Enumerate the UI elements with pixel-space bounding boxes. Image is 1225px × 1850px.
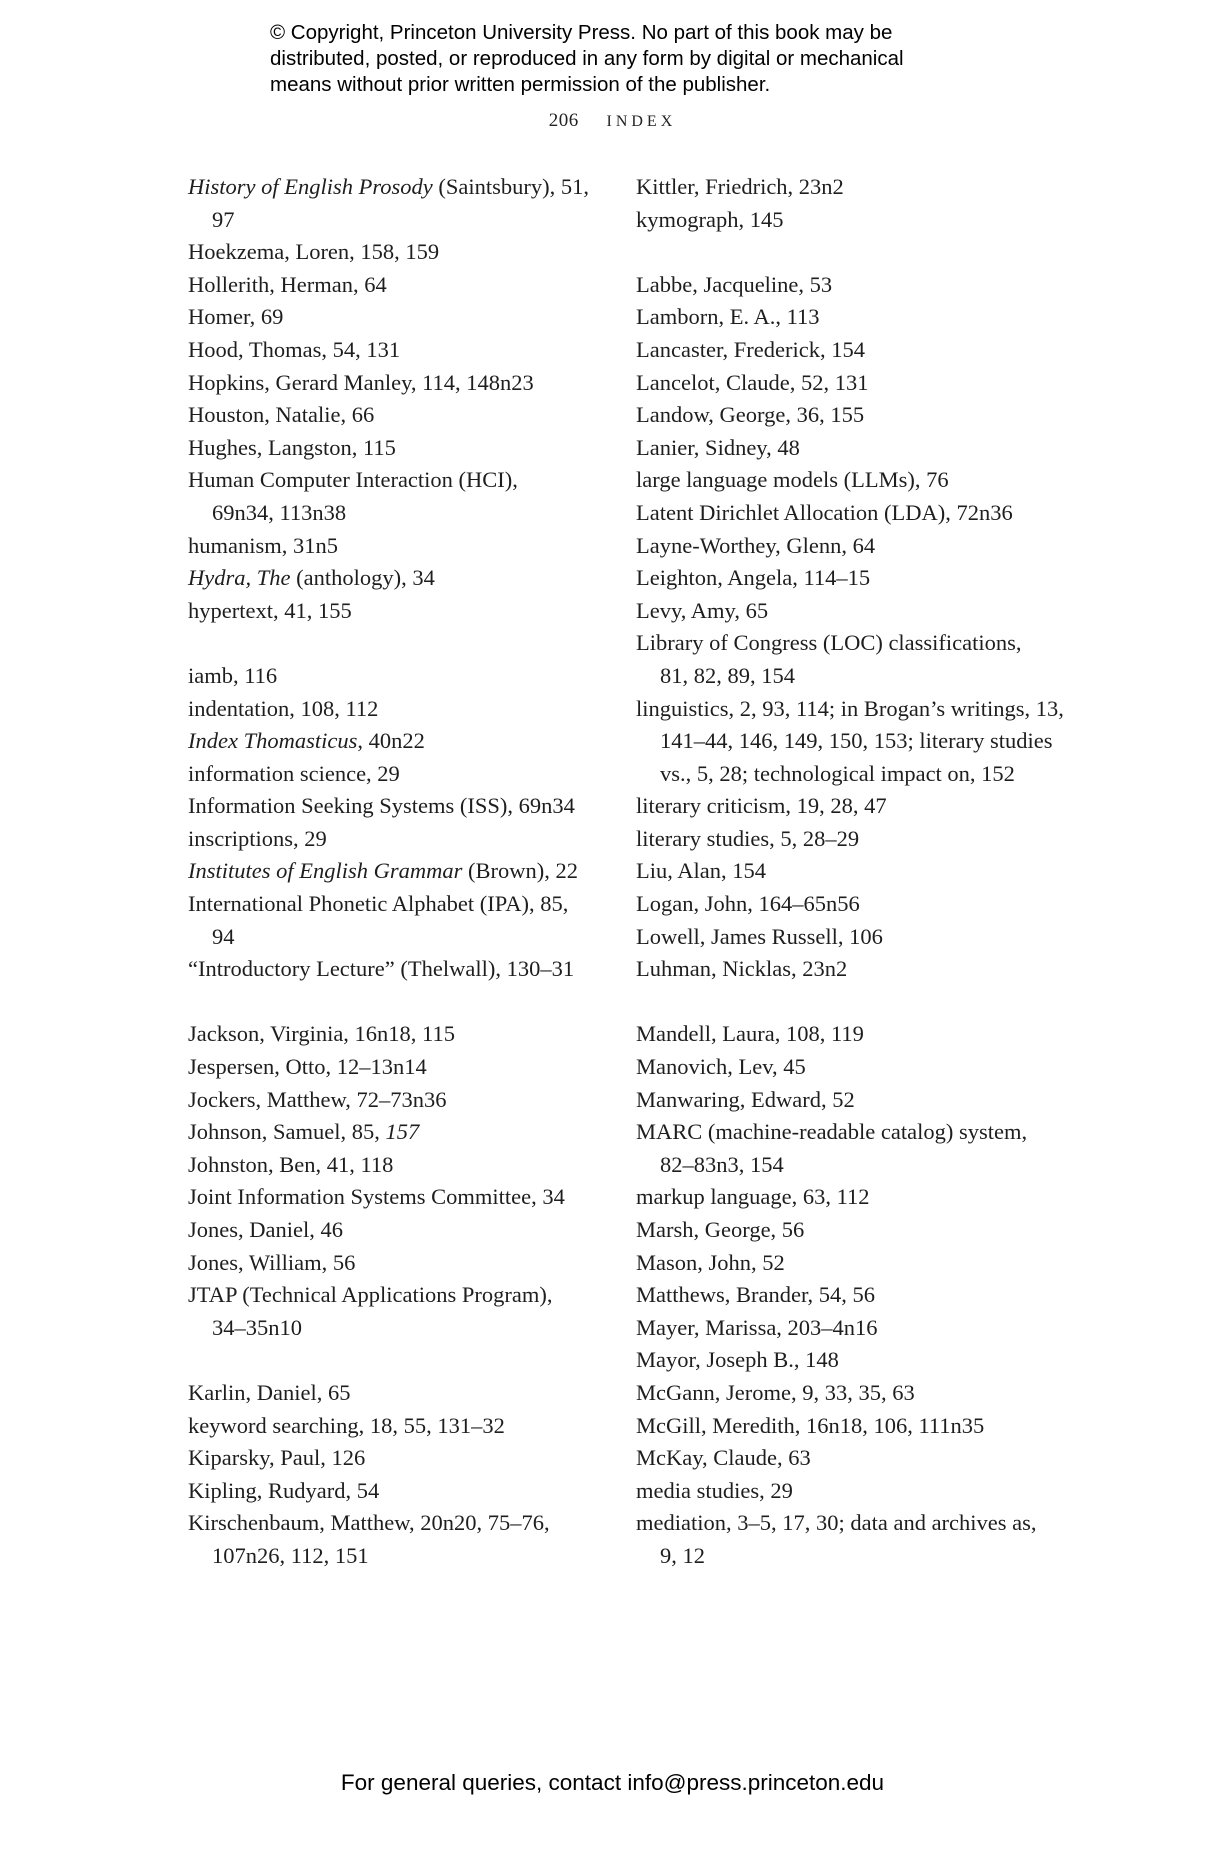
entry-continuation: 34–35n10 [212, 1314, 302, 1340]
index-entry: Manovich, Lev, 45 [636, 1054, 806, 1080]
running-head [0, 110, 1225, 132]
index-entry: large language models (LLMs), 76 [636, 467, 949, 493]
index-entry: kymograph, 145 [636, 206, 784, 232]
index-entry: Johnson, Samuel, 85, 157 [188, 1119, 420, 1145]
entry-continuation: vs., 5, 28; technological impact on, 152 [660, 760, 1015, 786]
index-entry: Marsh, George, 56 [636, 1217, 805, 1242]
index-entry: literary criticism, 19, 28, 47 [636, 793, 887, 819]
index-entry: Mayer, Marissa, 203–4n16 [636, 1314, 878, 1340]
letter-group-gap [636, 986, 1056, 1019]
index-entry: Layne-Worthey, Glenn, 64 [636, 532, 876, 558]
index-entry: iamb, 116 [188, 662, 278, 688]
index-entry: linguistics, 2, 93, 114; in Brogan’s writings, 13, 141–44, 146, 149, 150, 153; literary studies vs., 5, 28; technological impact on, 152 [636, 695, 1064, 786]
index-entry: Lowell, James Russell, 106 [636, 923, 883, 949]
index-entry: Information Seeking Systems (ISS), 69n34 [188, 793, 575, 819]
index-entry: Joint Information Systems Committee, 34 [188, 1184, 565, 1210]
index-entry: Human Computer Interaction (HCI), 69n34, 113n38 [188, 467, 518, 525]
index-entry: Karlin, Daniel, 65 [188, 1379, 351, 1405]
letter-group-gap [188, 1344, 608, 1377]
index-entry: McGann, Jerome, 9, 33, 35, 63 [636, 1379, 915, 1405]
index-entry: Lamborn, E. A., 113 [636, 304, 820, 330]
index-entry: humanism, 31n5 [188, 532, 338, 558]
index-entry: Mayor, Joseph B., 148 [636, 1347, 839, 1373]
index-entry: Library of Congress (LOC) classifications, 81, 82, 89, 154 [636, 630, 1022, 688]
index-entry: Leighton, Angela, 114–15 [636, 565, 871, 591]
index-entry: Hood, Thomas, 54, 131 [188, 336, 401, 362]
entry-continuation: 141–44, 146, 149, 150, 153; literary studies [660, 728, 1053, 754]
index-entry: Manwaring, Edward, 52 [636, 1086, 855, 1112]
section-title: INDEX [606, 113, 677, 130]
index-entry: International Phonetic Alphabet (IPA), 85, 94 [188, 891, 569, 949]
entry-continuation: 9, 12 [660, 1542, 705, 1568]
index-entry: Jockers, Matthew, 72–73n36 [188, 1086, 447, 1112]
index-entry: Labbe, Jacqueline, 53 [636, 271, 833, 297]
index-entry: Houston, Natalie, 66 [188, 402, 375, 428]
index-entry: Liu, Alan, 154 [636, 858, 766, 884]
index-entry: Hopkins, Gerard Manley, 114, 148n23 [188, 369, 534, 395]
index-entry: McGill, Meredith, 16n18, 106, 111n35 [636, 1412, 985, 1438]
entry-continuation: 94 [212, 923, 235, 949]
index-entry: Hughes, Langston, 115 [188, 434, 396, 460]
entry-title: Index Thomasticus [188, 728, 358, 754]
index-entry: Landow, George, 36, 155 [636, 402, 865, 428]
index-entry: hypertext, 41, 155 [188, 597, 352, 623]
entry-continuation: 107n26, 112, 151 [212, 1542, 369, 1568]
copyright-line: distributed, posted, or reproduced in any form by digital or mechanical [270, 47, 904, 70]
index-entry: Hoekzema, Loren, 158, 159 [188, 239, 440, 265]
entry-title: History of English Prosody [188, 174, 433, 199]
entry-continuation: 82–83n3, 154 [660, 1151, 784, 1177]
entry-continuation: 69n34, 113n38 [212, 499, 347, 525]
index-entry: JTAP (Technical Applications Program), 34–35n10 [188, 1282, 553, 1340]
index-entry: inscriptions, 29 [188, 825, 327, 851]
index-entry: History of English Prosody (Saintsbury), 51, 97 [188, 174, 590, 232]
index-entry: Luhman, Nicklas, 23n2 [636, 956, 848, 982]
index-entry: Matthews, Brander, 54, 56 [636, 1282, 876, 1308]
letter-group-gap [636, 236, 1056, 269]
page-number: 206 [548, 110, 579, 131]
index-entry: Kirschenbaum, Matthew, 20n20, 75–76, 107n26, 112, 151 [188, 1510, 550, 1568]
index-entry: indentation, 108, 112 [188, 695, 379, 721]
letter-group-gap [188, 627, 608, 660]
index-entry: information science, 29 [188, 760, 400, 786]
index-entry: Jones, William, 56 [188, 1249, 356, 1275]
index-entry: media studies, 29 [636, 1477, 793, 1503]
index-entry: Johnston, Ben, 41, 118 [188, 1151, 394, 1177]
index-entry: markup language, 63, 112 [636, 1184, 870, 1210]
index-entry: Jackson, Virginia, 16n18, 115 [188, 1021, 455, 1047]
index-entry: Homer, 69 [188, 304, 284, 330]
copyright-line: © Copyright, Princeton University Press. No part of this book may be [270, 21, 893, 44]
entry-continuation: 81, 82, 89, 154 [660, 662, 795, 688]
entry-title: Hydra, The [188, 565, 291, 591]
index-entry: “Introductory Lecture” (Thelwall), 130–31 [188, 956, 575, 982]
footer-contact: For general queries, contact info@press.princeton.edu [340, 1770, 885, 1795]
index-entry: MARC (machine-readable catalog) system, 82–83n3, 154 [636, 1119, 1028, 1177]
index-column-right [636, 171, 1064, 1573]
index-entry: Logan, John, 164–65n56 [636, 891, 860, 917]
index-entry: Jones, Daniel, 46 [188, 1217, 343, 1242]
index-entry: McKay, Claude, 63 [636, 1445, 811, 1471]
index-entry: Hydra, The (anthology), 34 [188, 565, 435, 591]
index-entry: Kiparsky, Paul, 126 [188, 1445, 366, 1471]
entry-title: Institutes of English Grammar [188, 858, 463, 884]
index-entry: keyword searching, 18, 55, 131–32 [188, 1412, 505, 1438]
index-entry: Index Thomasticus, 40n22 [188, 728, 425, 754]
index-entry: Jespersen, Otto, 12–13n14 [188, 1054, 427, 1080]
index-entry: Institutes of English Grammar (Brown), 22 [188, 858, 578, 884]
index-entry: Lancaster, Frederick, 154 [636, 336, 865, 362]
index-entry: mediation, 3–5, 17, 30; data and archives as, 9, 12 [636, 1510, 1037, 1568]
index-entry: Mandell, Laura, 108, 119 [636, 1021, 864, 1047]
index-entry: Mason, John, 52 [636, 1249, 785, 1275]
index-entry: Lanier, Sidney, 48 [636, 434, 800, 460]
index-entry: Kipling, Rudyard, 54 [188, 1477, 380, 1503]
index-entry: Latent Dirichlet Allocation (LDA), 72n36 [636, 499, 1013, 525]
index-column-left [188, 171, 608, 1573]
letter-group-gap [188, 986, 608, 1019]
copyright-notice [270, 20, 1030, 98]
index-entry: Lancelot, Claude, 52, 131 [636, 369, 869, 395]
index-entry: Kittler, Friedrich, 23n2 [636, 174, 844, 199]
italic-page-ref: 157 [385, 1119, 420, 1145]
entry-continuation: 97 [212, 206, 235, 232]
index-entry: Levy, Amy, 65 [636, 597, 769, 623]
index-entry: literary studies, 5, 28–29 [636, 825, 860, 851]
index-entry: Hollerith, Herman, 64 [188, 271, 387, 297]
copyright-line: means without prior written permission of the publisher. [270, 73, 771, 96]
